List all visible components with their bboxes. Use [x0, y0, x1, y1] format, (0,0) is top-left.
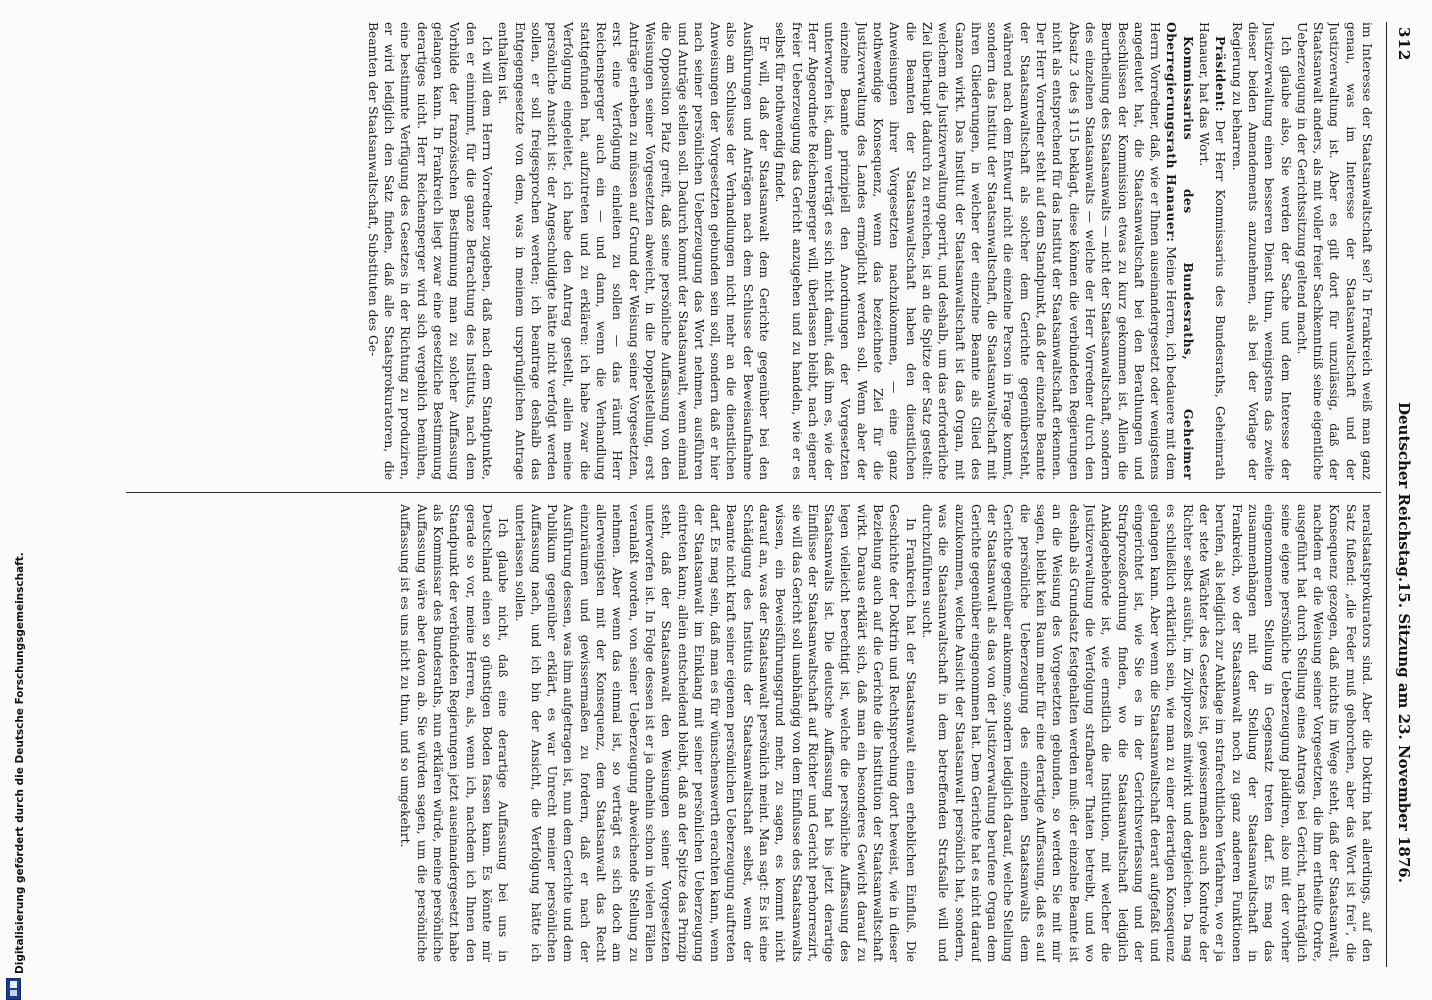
- dfg-logo-icon: [6, 978, 21, 1000]
- paragraph: Kommissarius des Bundesraths, Geheimer Oberregierungsrath Hanauer: Meine Herren, ich bedauere mit dem Herrn Vorredner, daß, wie er Ihnen auseinandergesetzt oder wenigstens angedeutet hat, die Staatsanwaltschaft bei den Berathungen und Beschlüssen der Kommission etwas zu kurz gekommen ist. Allein die Beurtheilung des Staatsanwalts — nicht der Staatsanwaltschaft, sondern des einzelnen Staatsanwalts — welche der Herr Vorredner durch den Absatz 3 des § 115 beklagt, diese können die verbündeten Regierungen nicht als entsprechend für das Institut der Staatsanwaltschaft erkennen. Der Herr Vorredner steht auf dem Standpunkt, daß der einzelne Beamte der Staatsanwaltschaft als solcher dem Gerichte gegenübersteht, während nach dem Entwurf nicht die einzelne Person in Frage kommt, sondern das Institut der Staatsanwaltschaft, die Staatsanwaltschaft mit ihren Gliederungen, in welcher der einzelne Beamte als Glied des Ganzen wirkt. Das Institut der Staatsanwaltschaft ist das Organ, mit welchem die Justizverwaltung operirt, und deshalb, um das erforderliche Ziel überhaupt dadurch zu erreichen, ist an die Spitze der Satz gestellt: die Beamten der Staatsanwaltschaft haben den dienstlichen Anweisungen ihrer Vorgesetzten nachzukommen, — eine ganz nothwendige Konsequenz, wenn das bezeichnete Ziel für die Justizverwaltung des Landes ermöglicht werden soll. Wenn aber der einzelne Beamte prinzipiell den Anordnungen der Vorgesetzten unterworfen ist, dann verträgt es sich nicht damit, daß ihm es, wie der Herr Abgeordnete Reichensperger will, überlassen bleibt, nach eigener freier Ueberzeugung das Gericht anzugehen und zu handeln, wie er es selbst für nothwendig findet.: [773, 22, 1196, 480]
- paragraph: Er will, daß der Staatsanwalt dem Gerichte gegenüber bei den Ausführungen und Anträgen nach dem Schlusse der Beweisaufnahme also am Schlusse der Verhandlungen nicht mehr an die dienstlichen Anweisungen der Vorgesetzten gebunden sein soll, sondern daß er hier nach seiner persönlichen Ueberzeugung das Wort nehmen, ausführen und Anträge stellen soll. Dadurch kommt der Staatsanwalt, wenn einmal die Opposition Platz greift, daß seine persönliche Auffassung von den Weisungen seiner Vorgesetzten abweicht, in die Doppelstellung, erst Anträge erheben zu müssen auf Grund der Weisung seiner Vorgesetzten, erst eine Verfolgung einleiten zu sollen — das räumt Herr Reichensperger auch ein — und dann, wenn die Verhandlung stattgefunden hat, aufzutreten und zu erklären: ich habe zwar die Verfolgung eingeleitet, ich habe den Antrag gestellt, allein meine persönliche Ansicht ist: der Angeschuldigte hätte nicht verfolgt werden sollen, er soll freigesprochen werden; ich beantrage deshalb das Entgegengesetzte von dem, was in meinem ursprünglichen Antrage enthalten ist.: [496, 22, 772, 480]
- paragraph: Ich will dem Herrn Vorredner zugeben, daß nach dem Standpunkte, den er einnimmt, für die ganze Betrachtung des Instituts, nach dem Vorbilde der französischen Bestimmung man zu solcher Auffassung gelangen kann. In Frankreich liegt zwar eine gesetzliche Bestimmung derartiges nicht. Herr Reichensperger wird sich vergeblich bemühen, eine bestimmte Verfügung des Gesetzes in der Richtung zu produziren, er wird lediglich den Satz finden, daß alle Staatsprokuratoren, die Beamten der Staatsanwaltschaft, Substituten des Ge-: [365, 22, 494, 480]
- column-divider: [126, 492, 1381, 493]
- header-rule: [1386, 22, 1387, 967]
- left-column: [125, 22, 1375, 480]
- paragraph: im Interesse der Staatsanwaltschaft sei? In Frankreich weiß man ganz genau, was im Interesse der Staatsanwaltschaft und der Justizverwaltung ist. Aber es gilt dort für unzulässig, daß der Staatsanwalt anders, als mit voller freier Sachkenntniß seine eigentliche Ueberzeugung in der Gerichtssitzung geltend macht.: [1294, 22, 1374, 480]
- running-title: Deutscher Reichstag.: [1395, 402, 1413, 583]
- speaker-name: Kommissarius des Bundesraths, Geheimer Oberregierungsrath Hanauer:: [1164, 22, 1196, 480]
- paragraph: Präsident: Der Herr Kommissarius des Bundesraths, Geheimrath Hanauer, hat das Wort.: [1197, 22, 1229, 480]
- page-header: [1389, 22, 1415, 967]
- right-column: [125, 504, 1375, 962]
- session-date: 15. Sitzung am 23. November 1876.: [1395, 582, 1413, 883]
- paragraph: Ich glaube nicht, daß eine derartige Auffassung bei uns in Deutschland einen so günstigen Boden fassen kann. Es könnte mir gerade so vor, meine Herren, als, wenn ich, nachdem ich Ihnen den Standpunkt der verbündeten Regierungen jetzt auseinandergesetzt habe als Kommissar des Bundesraths, nun erklären würde, meine persönliche Auffassung wäre aber davon ab. Sie würden sagen, um die persönliche Auffassung ist es uns nicht zu thun, und so umgekehrt.: [398, 504, 511, 962]
- paragraph: Ich glaube also, Sie werden der Sache und dem Interesse der Justizverwaltung einen besseren Dienst thun, wenigstens das zweite dieser beiden Amendements anzunehmen, als bei der Vorlage der Regierung zu beharren.: [1229, 22, 1293, 480]
- digitization-credit: Digitalisierung gefördert durch die Deutsche Forschungsgemeinschaft.: [14, 552, 26, 974]
- rotated-page-content: [115, 22, 1415, 967]
- footer-strip: [4, 552, 26, 997]
- paragraph: In Frankreich hat der Staatsanwalt einen erheblichen Einfluß. Die Geschichte der Doktrin und Rechtsprechung dort beweist, wie in dieser Beziehung auch auf die Gerichte die Institution der Staatsanwaltschaft wirkt. Daraus erklärt sich, daß man ein besonderes Gewicht darauf zu legen vielleicht berechtigt ist, welche die persönliche Auffassung des Staatsanwalts ist. Die deutsche Auffassung hat bis jetzt derartige Einflüsse der Staatsanwaltschaft auf Richter und Gericht perhorreszirt, sie will das Gericht soll unabhängig von dem Einflusse des Staatsanwalts wissen, ein Beweisführungsgrund mehr, zu sagen, es kommt nicht darauf an, was der Staatsanwalt persönlich meint. Man sagt: Es ist eine Schädigung des Instituts der Staatsanwaltschaft selbst, wenn der Beamte nicht kraft seiner eigenen persönlichen Ueberzeugung auftreten darf. Es mag sein, daß man es für wünschenswerth erachten kann, wenn der Staatsanwalt im Einklang mit seiner persönlichen Ueberzeugung eintreten kann; allein entscheidend bleibt, daß an der Spitze das Prinzip steht, daß der Staatsanwalt den Weisungen seiner Vorgesetzten unterworfen ist. In Folge dessen ist er ja ohnehin schon in vielen Fällen veranlaßt worden, von seiner Ueberzeugung abweichende Stellung zu nehmen. Aber wenn das einmal ist, so verträgt es sich doch am allerwenigsten mit der Konsequenz, dem Staatsanwalt das Recht einzuräumen und gewissermaßen zu fordern, daß er nach der Ausführung dessen, was ihm aufgetragen ist, nun dem Gerichte und dem Publikum gegenüber erklärt, es war Unrecht meiner persönlichen Auffassung nach, und ich bin der Ansicht, die Verfolgung hätte ich unterlassen sollen.: [512, 504, 918, 962]
- paragraph: neralstaatsprokurators sind. Aber die Doktrin hat allerdings, auf den Satz fußend: „die Feder muß gehorchen, aber das Wort ist frei“, die Konsequenz gezogen, daß nichts im Wege steht, daß der Staatsanwalt, nachdem er die Weisung seiner Vorgesetzten, die ihm ertheilte Ordre, ausgeführt hat durch Stellung eines Antrags bei Gericht, nachträglich seine eigene persönliche Ueberzeugung plaidiren, also mit der vorher eingenommenen Stellung in Gegensatz treten darf. Es mag das zusammenhängen mit der Stellung der Staatsanwaltschaft in Frankreich, wo der Staatsanwalt noch zu ganz anderen Funktionen berufen, als lediglich zur Anklage im strafrechtlichen Verfahren, wo er ja der stete Wächter des Gesetzes ist, gewissermaßen auch Kontrole der Richter selbst ausübt, im Zivilprozeß mitwirkt und dergleichen. Da mag es schließlich erklärlich sein, wie man zu einer derartigen Konsequenz gelangen kann. Aber wenn die Staatsanwaltschaft derart aufgefaßt und eingerichtet ist, wie Sie es in der Gerichtsverfassung und der Strafprozeßordnung finden, wo die Staatsanwaltschaft lediglich Anklagebehörde ist, wie ernstlich die Institution, mit welcher die Justizverwaltung die Verfolgung strafbarer Thaten betreibt, und wo deshalb als Grundsatz festgehalten werden muß: der einzelne Beamte ist an die Weisung des Vorgesetzten gebunden, so werden Sie mit mir sagen, bleibt kein Raum mehr für eine derartige Auffassung, daß es auf die persönliche Ueberzeugung des einzelnen Staatsanwalts dem Gerichte gegenüber ankomme, sondern lediglich darauf, welche Stellung der Staatsanwalt als das von der Justizverwaltung berufene Organ dem Gerichte gegenüber eingenommen hat. Dem Gerichte hat es nicht darauf anzukommen, welche Ansicht der Staatsanwalt persönlich hat, sondern, was die Staatsanwaltschaft in dem betreffenden Strafsalle will und durchzuführen sucht.: [919, 504, 1374, 962]
- speaker-name: Präsident:: [1213, 36, 1229, 112]
- page-number: 312: [1395, 27, 1413, 62]
